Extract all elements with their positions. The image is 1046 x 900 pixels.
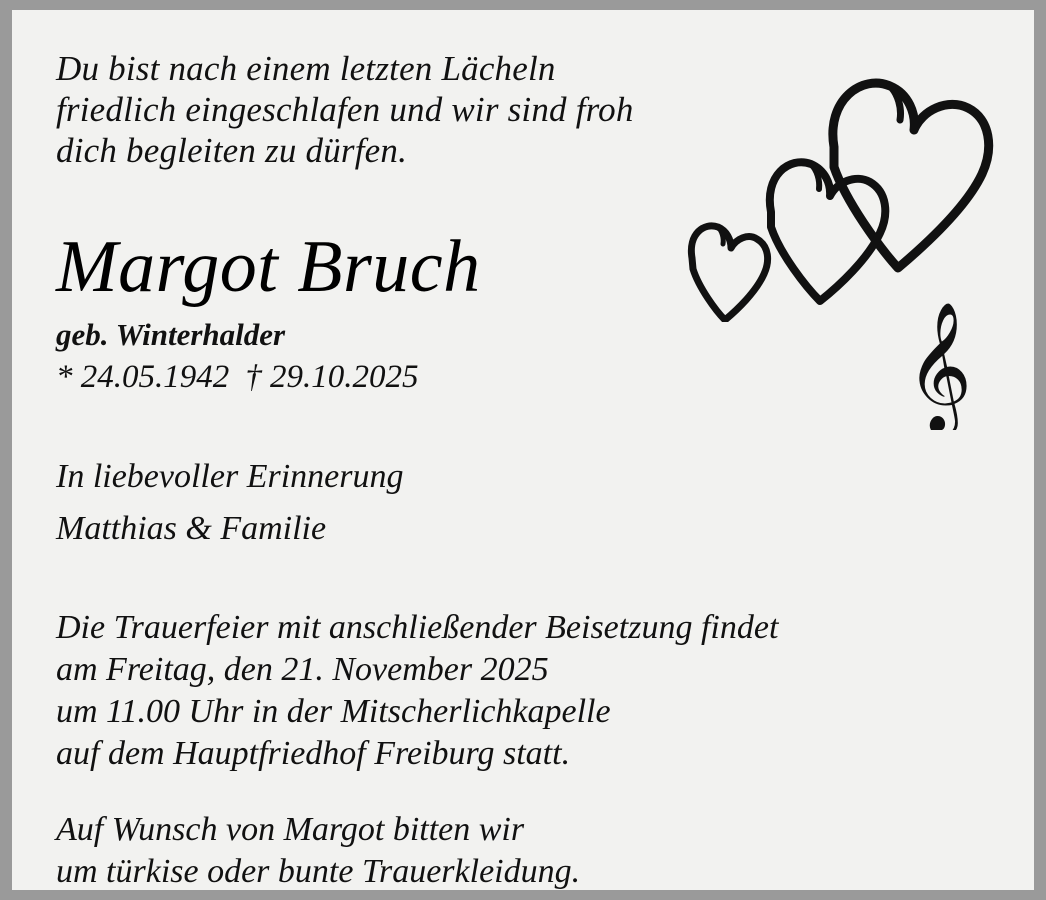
request-line-1: Auf Wunsch von Margot bitten wir [56,811,525,848]
obituary-notice [12,10,1034,890]
ceremony-line-3: um 11.00 Uhr in der Mitscherlichkapelle [56,693,611,730]
death-date: † 29.10.2025 [245,359,419,395]
memory-line-2: Matthias & Familie [56,510,327,547]
life-dates [56,355,1006,399]
intro-line-2: friedlich eingeschlafen und wir sind froh [56,90,634,129]
ceremony-line-1: Die Trauerfeier mit anschließender Beisetzung findet [56,609,779,646]
deceased-name: Margot Bruch [56,226,481,308]
ceremony-text [56,607,1006,775]
svg-text:𝄞: 𝄞 [905,301,973,430]
treble-clef-icon [904,300,974,430]
birth-date: * 24.05.1942 [56,359,230,395]
request-line-2: um türkise oder bunte Trauerkleidung. [56,853,581,890]
memory-line-1: In liebevoller Erinnerung [56,458,404,495]
memory-text [56,451,1006,555]
intro-line-1: Du bist nach einem letzten Lächeln [56,49,556,88]
three-hearts-icon [676,72,996,322]
ceremony-line-2: am Freitag, den 21. November 2025 [56,651,549,688]
ceremony-line-4: auf dem Hauptfriedhof Freiburg statt. [56,735,571,772]
intro-line-3: dich begleiten zu dürfen. [56,131,408,170]
maiden-name: geb. Winterhalder [56,317,286,352]
request-text [56,809,1006,890]
